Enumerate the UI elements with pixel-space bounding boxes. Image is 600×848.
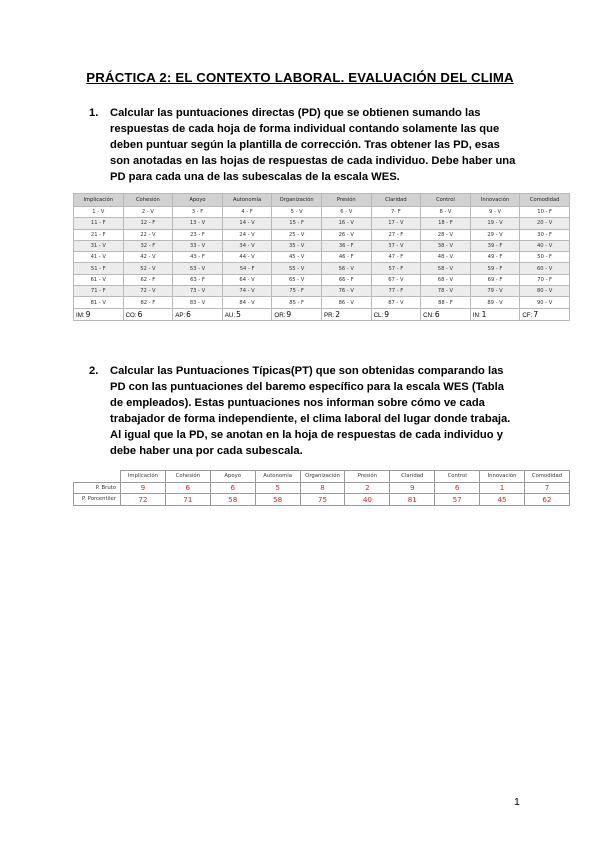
scores-header-cell: Control: [435, 471, 480, 483]
item-cell: 24 - V: [222, 229, 272, 240]
table-row: [74, 297, 570, 308]
raw-score-cell: 6: [165, 482, 210, 494]
header-cohesion: Cohesión: [123, 194, 173, 207]
summary-cell: [222, 308, 272, 320]
item-cell: 47 - F: [371, 252, 421, 263]
question-1: [89, 105, 519, 185]
item-cell: 63 - F: [173, 274, 223, 285]
item-cell: 35 - V: [272, 240, 322, 251]
item-cell: 60 - V: [520, 263, 570, 274]
summary-cell: [123, 308, 173, 320]
scores-header-cell: Innovación: [480, 471, 525, 483]
question-1-text: Calcular las puntuaciones directas (PD) que se obtienen sumando las respuestas de cada hoja de forma individual contando solamente las que deben puntuar según la plantilla de corrección. Tras obtener las PD, esas son anotadas en las hojas de respuestas de cada individuo. Debe haber una PD para cada una de las subescalas de la escala WES.: [110, 107, 516, 183]
item-cell: 10 - F: [520, 207, 570, 218]
table-header-row: [74, 194, 570, 207]
page-title: PRÁCTICA 2: EL CONTEXTO LABORAL. EVALUACIÓN DEL CLIMA: [86, 70, 514, 85]
item-cell: 37 - V: [371, 240, 421, 251]
summary-cell: [421, 308, 471, 320]
item-cell: 27 - F: [371, 229, 421, 240]
item-cell: 32 - F: [123, 240, 173, 251]
item-cell: 5 - V: [272, 207, 322, 218]
item-cell: 72 - V: [123, 286, 173, 297]
table-row: [74, 274, 570, 285]
item-cell: 75 - F: [272, 286, 322, 297]
scores-header-cell: Cohesión: [165, 471, 210, 483]
summary-label: PR:: [323, 311, 335, 319]
item-cell: 2 - V: [123, 207, 173, 218]
percentile-cell: 45: [480, 494, 525, 506]
table-row: [74, 286, 570, 297]
item-cell: 64 - V: [222, 274, 272, 285]
header-apoyo: Apoyo: [173, 194, 223, 207]
item-cell: 54 - F: [222, 263, 272, 274]
summary-label: CF:: [522, 311, 533, 319]
percentile-cell: 62: [525, 494, 570, 506]
header-presion: Presión: [321, 194, 371, 207]
summary-value: 6: [186, 309, 191, 319]
raw-score-label: P. Bruto: [74, 482, 121, 494]
percentile-cell: 40: [345, 494, 390, 506]
summary-value: 9: [85, 309, 91, 319]
percentile-cell: 81: [390, 494, 435, 506]
item-cell: 3 - F: [173, 207, 223, 218]
item-cell: 30 - F: [520, 229, 570, 240]
scores-header-cell: Comodidad: [525, 471, 570, 483]
summary-cell: [74, 308, 124, 320]
item-cell: 14 - V: [222, 218, 272, 229]
item-cell: 71 - F: [74, 286, 124, 297]
question-2-number: 2.: [89, 365, 99, 377]
item-cell: 53 - V: [173, 263, 223, 274]
summary-label: CL:: [373, 311, 384, 319]
item-cell: 42 - V: [123, 252, 173, 263]
item-cell: 29 - V: [470, 229, 520, 240]
item-cell: 11 - F: [74, 218, 124, 229]
raw-score-cell: 6: [435, 482, 480, 494]
correction-template-table: [73, 193, 570, 321]
blank-corner-cell: [74, 471, 121, 483]
percentile-cell: 72: [121, 494, 166, 506]
item-cell: 16 - V: [321, 218, 371, 229]
percentile-label: P. Porcentiler: [74, 494, 121, 506]
raw-score-cell: 6: [210, 482, 255, 494]
item-cell: 56 - V: [321, 263, 371, 274]
item-cell: 15 - F: [272, 218, 322, 229]
summary-label: AP:: [175, 311, 186, 319]
item-cell: 79 - V: [470, 286, 520, 297]
question-2: [89, 363, 519, 459]
item-cell: 62 - F: [123, 274, 173, 285]
percentile-cell: 58: [210, 494, 255, 506]
item-cell: 40 - V: [520, 240, 570, 251]
table-row: [74, 218, 570, 229]
item-cell: 49 - F: [470, 252, 520, 263]
summary-value: 7: [533, 309, 539, 319]
summary-label: OR:: [274, 311, 286, 319]
item-cell: 73 - V: [173, 286, 223, 297]
header-implicacion: Implicación: [74, 194, 124, 207]
item-cell: 57 - F: [371, 263, 421, 274]
header-autonomia: Autonomía: [222, 194, 272, 207]
scores-header-cell: Autonomía: [255, 471, 300, 483]
item-cell: 22 - V: [123, 229, 173, 240]
item-cell: 44 - V: [222, 252, 272, 263]
item-cell: 31 - V: [74, 240, 124, 251]
item-cell: 80 - V: [520, 286, 570, 297]
table-row: [74, 252, 570, 263]
item-cell: 51 - F: [74, 263, 124, 274]
item-cell: 78 - V: [421, 286, 471, 297]
page-number: 1: [514, 796, 520, 808]
summary-cell: [272, 308, 322, 320]
header-control: Control: [421, 194, 471, 207]
summary-value: 6: [434, 309, 440, 319]
item-cell: 20 - V: [520, 218, 570, 229]
raw-score-row: [74, 482, 570, 494]
item-cell: 21 - F: [74, 229, 124, 240]
item-cell: 26 - V: [321, 229, 371, 240]
item-cell: 17 - V: [371, 218, 421, 229]
item-cell: 4 - F: [222, 207, 272, 218]
raw-score-cell: 2: [345, 482, 390, 494]
percentile-cell: 58: [255, 494, 300, 506]
summary-value: 1: [481, 309, 487, 319]
item-cell: 84 - V: [222, 297, 272, 308]
summary-cell: [371, 308, 421, 320]
item-cell: 50 - F: [520, 252, 570, 263]
item-cell: 45 - V: [272, 252, 322, 263]
item-cell: 61 - V: [74, 274, 124, 285]
item-cell: 12 - F: [123, 218, 173, 229]
summary-cell: [520, 308, 570, 320]
scores-header-row: [74, 471, 570, 483]
percentile-row: [74, 494, 570, 506]
summary-label: CO:: [125, 311, 137, 319]
item-cell: 74 - V: [222, 286, 272, 297]
item-cell: 52 - V: [123, 263, 173, 274]
raw-score-cell: 8: [300, 482, 345, 494]
summary-value: 9: [286, 309, 292, 319]
item-cell: 34 - V: [222, 240, 272, 251]
item-cell: 46 - F: [321, 252, 371, 263]
item-cell: 66 - F: [321, 274, 371, 285]
item-cell: 69 - F: [470, 274, 520, 285]
item-cell: 13 - V: [173, 218, 223, 229]
scores-header-cell: Claridad: [390, 471, 435, 483]
header-claridad: Claridad: [371, 194, 421, 207]
summary-label: AU:: [224, 311, 236, 319]
item-cell: 58 - V: [421, 263, 471, 274]
item-cell: 90 - V: [520, 297, 570, 308]
item-cell: 7- F: [371, 207, 421, 218]
raw-score-cell: 9: [121, 482, 166, 494]
table-row: [74, 207, 570, 218]
question-2-text: Calcular las Puntuaciones Típicas(PT) que son obtenidas comparando las PD con las puntuaciones del baremo específico para la escala WES (Tabla de empleados). Estas puntuaciones nos informan sobre cómo ve cada trabajador de forma independiente, el clima laboral del lugar donde trabaja. Al igual que la PD, se anotan en la hoja de respuestas de cada individuo y debe haber una por cada subescala.: [110, 365, 511, 457]
scores-header-cell: Organización: [300, 471, 345, 483]
header-organizacion: Organización: [272, 194, 322, 207]
item-cell: 67 - V: [371, 274, 421, 285]
summary-value: 2: [335, 309, 341, 319]
summary-value: 9: [384, 309, 389, 319]
item-cell: 36 - F: [321, 240, 371, 251]
item-cell: 76 - V: [321, 286, 371, 297]
raw-score-cell: 1: [480, 482, 525, 494]
percentile-cell: 75: [300, 494, 345, 506]
item-cell: 70 - F: [520, 274, 570, 285]
item-cell: 81 - V: [74, 297, 124, 308]
scores-header-cell: Implicación: [121, 471, 166, 483]
item-cell: 82 - F: [123, 297, 173, 308]
item-cell: 85 - F: [272, 297, 322, 308]
header-innovacion: Innovación: [470, 194, 520, 207]
item-cell: 39 - F: [470, 240, 520, 251]
raw-score-cell: 7: [525, 482, 570, 494]
summary-label: IM:: [76, 311, 85, 319]
summary-cell: [470, 308, 520, 320]
item-cell: 25 - V: [272, 229, 322, 240]
item-cell: 6 - V: [321, 207, 371, 218]
raw-score-cell: 9: [390, 482, 435, 494]
item-cell: 8 - V: [421, 207, 471, 218]
item-cell: 87 - V: [371, 297, 421, 308]
item-cell: 38 - V: [421, 240, 471, 251]
percentile-cell: 57: [435, 494, 480, 506]
item-cell: 48 - V: [421, 252, 471, 263]
item-cell: 43 - F: [173, 252, 223, 263]
item-cell: 9 - V: [470, 207, 520, 218]
item-cell: 86 - V: [321, 297, 371, 308]
item-cell: 65 - V: [272, 274, 322, 285]
item-cell: 88 - F: [421, 297, 471, 308]
item-cell: 41 - V: [74, 252, 124, 263]
item-cell: 55 - V: [272, 263, 322, 274]
summary-label: CN:: [423, 311, 434, 319]
item-cell: 23 - F: [173, 229, 223, 240]
scores-header-cell: Presión: [345, 471, 390, 483]
summary-row: [74, 308, 570, 320]
summary-cell: [173, 308, 223, 320]
item-cell: 68 - V: [421, 274, 471, 285]
summary-cell: [321, 308, 371, 320]
item-cell: 59 - F: [470, 263, 520, 274]
item-cell: 77 - F: [371, 286, 421, 297]
raw-score-cell: 5: [255, 482, 300, 494]
item-cell: 28 - V: [421, 229, 471, 240]
question-1-number: 1.: [89, 107, 99, 119]
item-cell: 1 - V: [74, 207, 124, 218]
scores-header-cell: Apoyo: [210, 471, 255, 483]
item-cell: 18 - F: [421, 218, 471, 229]
percentile-cell: 71: [165, 494, 210, 506]
scores-table: [73, 470, 570, 506]
table-row: [74, 263, 570, 274]
item-cell: 89 - V: [470, 297, 520, 308]
item-cell: 19 - V: [470, 218, 520, 229]
summary-value: 5: [236, 309, 241, 319]
summary-label: IN:: [472, 311, 481, 319]
summary-value: 6: [137, 309, 143, 319]
header-comodidad: Comodidad: [520, 194, 570, 207]
item-cell: 33 - V: [173, 240, 223, 251]
table-row: [74, 229, 570, 240]
table-row: [74, 240, 570, 251]
item-cell: 83 - V: [173, 297, 223, 308]
